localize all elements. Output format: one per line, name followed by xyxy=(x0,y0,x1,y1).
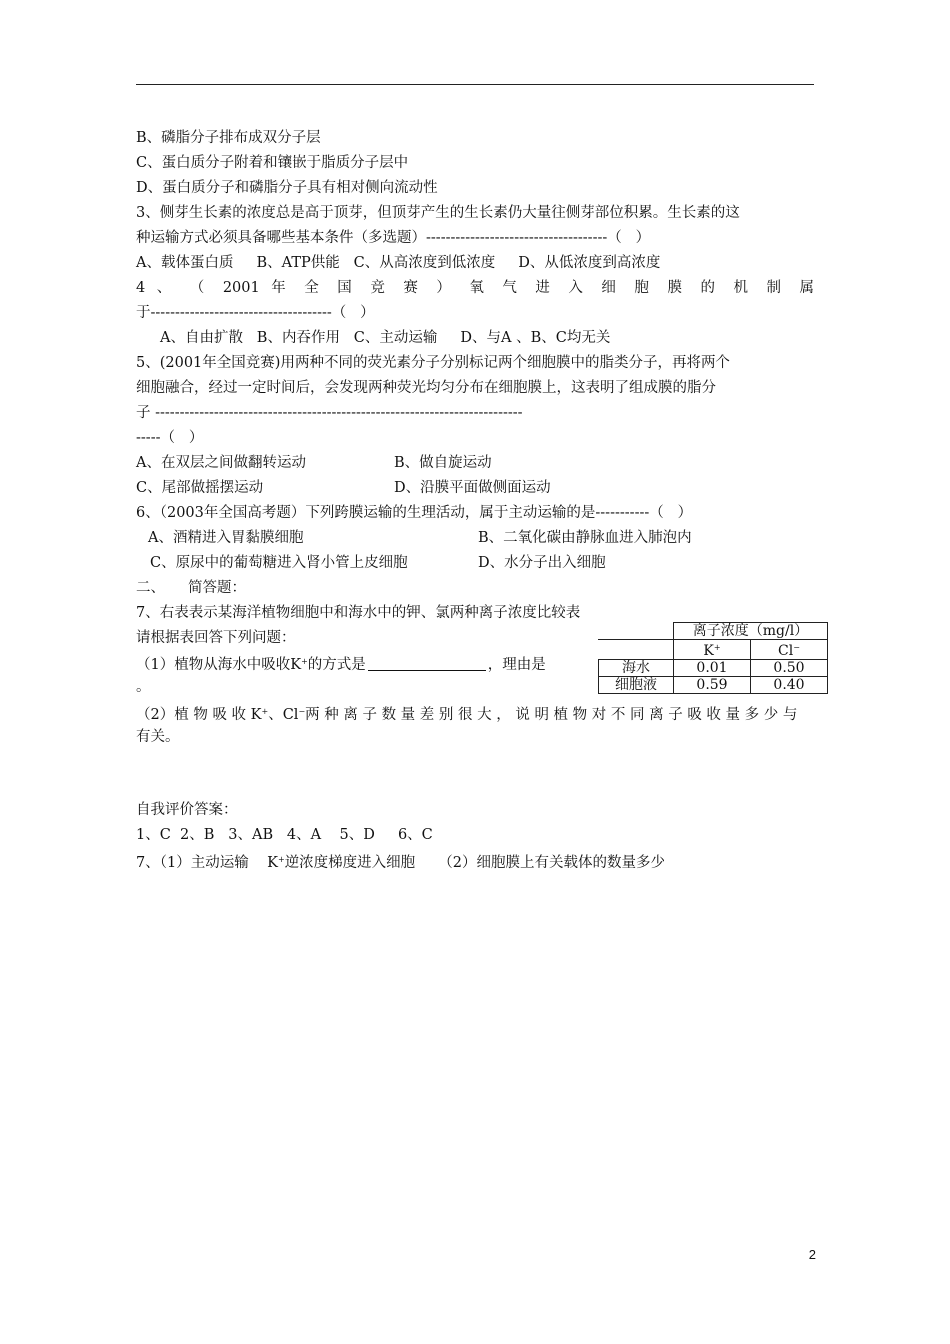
q6-option-a: A、酒精进入胃黏膜细胞 xyxy=(148,530,304,546)
q3-stem-line1: 3、侧芽生长素的浓度总是高于顶芽，但顶芽产生的生长素仍大量往侧芽部位积累。生长素的这 xyxy=(136,205,740,221)
answers-line1: 1、C 2、B 3、AB 4、A 5、D 6、C xyxy=(136,827,433,843)
table-row: 海水 0.01 0.50 xyxy=(599,660,828,677)
table-empty-cell xyxy=(599,640,674,660)
q7-part2: （2）植 物 吸 收 K+、Cl−两 种 离 子 数 量 差 别 很 大 ， 说 明 植 物 对 不 同 离 子 吸 收 量 多 少 与 xyxy=(136,707,798,723)
q5-stem-line4: -----（ ） xyxy=(136,430,204,446)
q3-stem-line2: 种运输方式必须具备哪些基本条件（多选题）-------------------------------------（ ） xyxy=(136,230,651,246)
q5-stem-line3: 子 --------------------------------------------------------------------------- xyxy=(136,405,523,421)
q5-option-d: D、沿膜平面做侧面运动 xyxy=(394,480,551,496)
q2-option-d: D、蛋白质分子和磷脂分子具有相对侧向流动性 xyxy=(136,180,438,196)
q6-option-c: C、原尿中的葡萄糖进入肾小管上皮细胞 xyxy=(150,555,408,571)
ion-concentration-table xyxy=(598,622,828,694)
q6-option-d: D、水分子出入细胞 xyxy=(478,555,606,571)
table-col-k: K+ xyxy=(674,640,751,660)
page-number: 2 xyxy=(808,1247,816,1262)
q5-stem-line2: 细胞融合，经过一定时间后，会发现两种荧光均匀分布在细胞膜上，这表明了组成膜的脂分 xyxy=(136,380,716,396)
table-header: 离子浓度（mg/l） xyxy=(674,623,828,640)
q5-option-c: C、尾部做摇摆运动 xyxy=(136,480,264,496)
q7-part2-end: 有关。 xyxy=(136,729,180,745)
q2-option-b: B、磷脂分子排布成双分子层 xyxy=(136,130,321,146)
q4-stem-line2: 于-------------------------------------（ ） xyxy=(136,305,375,321)
header-rule xyxy=(136,84,814,85)
table-col-cl: Cl− xyxy=(751,640,828,660)
q6-option-b: B、二氧化碳由静脉血进入肺泡内 xyxy=(478,530,692,546)
table-row: 细胞液 0.59 0.40 xyxy=(599,677,828,694)
q4-stem-line1: 4 、 （ 2001 年 全 国 竞 赛 ） 氧 气 进 入 细 胞 膜 的 机 制 属 xyxy=(136,280,814,296)
q5-option-a: A、在双层之间做翻转运动 xyxy=(136,455,306,471)
q7-instruction: 请根据表回答下列问题： xyxy=(136,630,296,646)
table-corner-cell xyxy=(599,623,674,640)
section-2-title: 二、 简答题： xyxy=(136,580,247,596)
q5-stem-line1: 5、(2001年全国竞赛)用两种不同的荧光素分子分别标记两个细胞膜中的脂类分子，再将两个 xyxy=(136,355,730,371)
q2-option-c: C、蛋白质分子附着和镶嵌于脂质分子层中 xyxy=(136,155,409,171)
q5-option-b: B、做自旋运动 xyxy=(394,455,492,471)
q3-options: A、载体蛋白质 B、ATP供能 C、从高浓度到低浓度 D、从低浓度到高浓度 xyxy=(136,255,661,271)
q4-options: A、自由扩散 B、内吞作用 C、主动运输 D、与A 、B、C均无关 xyxy=(160,330,611,346)
answers-title: 自我评价答案： xyxy=(136,802,238,818)
q7-part1: （1）植物从海水中吸收K+的方式是 ，理由是 xyxy=(136,657,546,673)
q7-stem: 7、右表表示某海洋植物细胞中和海水中的钾、氯两种离子浓度比较表 xyxy=(136,605,581,621)
q7-part1-end: 。 xyxy=(136,679,151,695)
q6-stem: 6、（2003年全国高考题）下列跨膜运输的生理活动，属于主动运输的是-----------（ ） xyxy=(136,505,693,521)
answers-line2: 7、（1）主动运输 K+逆浓度梯度进入细胞 （2）细胞膜上有关载体的数量多少 xyxy=(136,855,665,871)
answer-blank[interactable] xyxy=(368,655,486,671)
